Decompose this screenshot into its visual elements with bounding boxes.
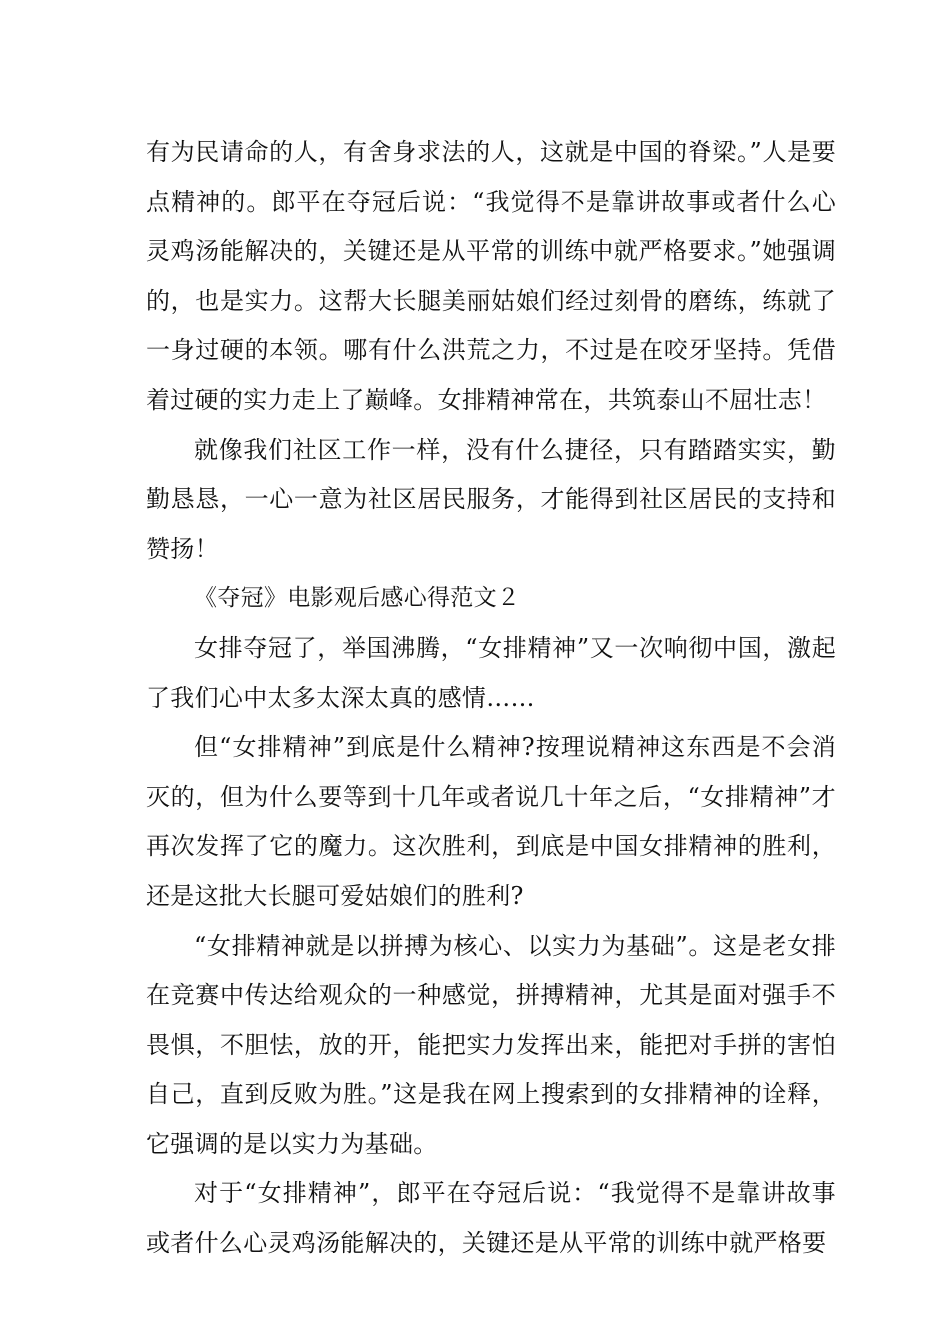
section-heading: 《夺冠》电影观后感心得范文２ [194,585,521,612]
paragraph-3: 女排夺冠了，举国沸腾，“女排精神”又一次响彻中国，激起了我们心中太多太深太真的感情…… [146,633,836,712]
document-body [146,128,836,1269]
paragraph-4: 但“女排精神”到底是什么精神?按理说精神这东西是不会消灭的，但为什么要等到十几年或者说几十年之后，“女排精神”才再次发挥了它的魔力。这次胜利，到底是中国女排精神的胜利，还是这批大长腿可爱姑娘们的胜利? [146,733,836,910]
paragraph-6: 对于“女排精神”，郎平在夺冠后说：“我觉得不是靠讲故事或者什么心灵鸡汤能解决的，关键还是从平常的训练中就严格要 [146,1179,836,1258]
paragraph-5: “女排精神就是以拼搏为核心、以实力为基础”。这是老女排在竞赛中传达给观众的一种感觉，拼搏精神，尤其是面对强手不畏惧，不胆怯，放的开，能把实力发挥出来，能把对手拼的害怕自己，直到反败为胜。”这是我在网上搜索到的女排精神的诠释，它强调的是以实力为基础。 [146,931,836,1158]
paragraph-2: 就像我们社区工作一样，没有什么捷径，只有踏踏实实，勤勤恳恳，一心一意为社区居民服务，才能得到社区居民的支持和赞扬！ [146,435,836,563]
paragraph-1: 有为民请命的人，有舍身求法的人，这就是中国的脊梁。”人是要点精神的。郎平在夺冠后说：“我觉得不是靠讲故事或者什么心灵鸡汤能解决的，关键还是从平常的训练中就严格要求。”她强调的，也是实力。这帮大长腿美丽姑娘们经过刻骨的磨练，练就了一身过硬的本领。哪有什么洪荒之力，不过是在咬牙坚持。凭借着过硬的实力走上了巅峰。女排精神常在，共筑泰山不屈壮志！ [146,138,836,414]
